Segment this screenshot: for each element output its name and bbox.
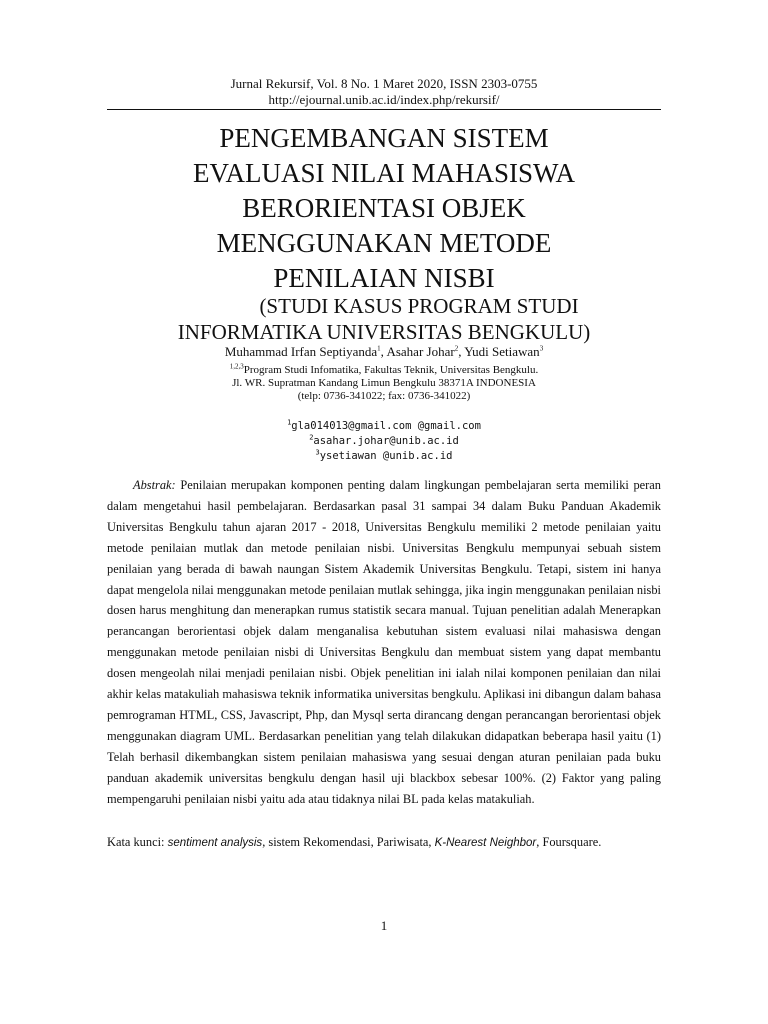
email-sup: 3: [315, 448, 320, 457]
author-sup: 3: [539, 344, 544, 353]
title-line: BERORIENTASI OBJEK: [242, 193, 526, 223]
abstract-label: Abstrak:: [133, 478, 176, 492]
email-list: [0, 419, 768, 464]
author-list: Muhammad Irfan Septiyanda$^1$, Asahar Johar$^2$, Yudi Setiawan$^3$: [224, 344, 544, 359]
author-name: Yudi Setiawan: [464, 344, 540, 359]
header-divider: [107, 109, 661, 110]
keyword-term: sentiment analysis: [167, 837, 263, 849]
email-link[interactable]: asahar.johar@unib.ac.id: [313, 435, 459, 447]
affiliation: [0, 364, 768, 403]
keyword-text: , Foursquare.: [536, 835, 602, 849]
title-line: PENILAIAN NISBI: [273, 263, 495, 293]
email-link[interactable]: gla014013@gmail.com @gmail.com: [291, 420, 481, 432]
journal-url[interactable]: http://ejournal.unib.ac.id/index.php/rekursif/: [268, 92, 500, 107]
affiliation-line: Program Studi Infomatika, Fakultas Teknik, Universitas Bengkulu.: [243, 364, 539, 376]
title-line: EVALUASI NILAI MAHASISWA: [193, 158, 575, 188]
keywords-label: Kata kunci:: [107, 835, 165, 849]
paper-subtitle: [110, 293, 658, 345]
email-sup: 1: [287, 418, 292, 427]
title-line: PENGEMBANGAN SISTEM: [219, 123, 549, 153]
subtitle-line: INFORMATIKA UNIVERSITAS BENGKULU): [177, 320, 591, 344]
affiliation-line: Jl. WR. Supratman Kandang Limun Bengkulu 38371A INDONESIA: [232, 377, 536, 389]
email-link[interactable]: ysetiawan @unib.ac.id: [319, 450, 453, 462]
page-number: 1: [380, 918, 388, 933]
journal-header: [0, 76, 768, 108]
abstract-text: Penilaian merupakan komponen penting dalam lingkungan pembelajaran serta memiliki peran dalam mengetahui hasil pembelajaran. Berdasarkan pasal 31 sampai 34 dalam Buku Panduan Akademik Universitas Bengkulu tahun ajaran 2017 - 2018, Universitas Bengkulu memiliki 2 metode penilaian yaitu metode penilaian mutlak dan metode penilaian nisbi. Universitas Bengkulu mempunyai sebuah sistem penilaian yang berada di bawah naungan Sistem Akademik Universitas Bengkulu. Tetapi, sistem ini hanya dapat mengelola nilai menggunakan metode penilaian mutlak sehingga, jika ingin menggunakan penilaian nisbi dosen harus menghitung dan menerapkan rumus statistik secara manual. Tujuan penelitian adalah Menerapkan perancangan berorientasi objek dalam menganalisa kebutuhan sistem evaluasi nilai mahasiswa dengan menggunakan metode penilaian nisbi di Universitas Bengkulu dan membuat sistem yang dapat membantu dosen mengeolah nilai menjadi penilaian nisbi. Objek penelitian ini ialah nilai komponen penilaian dan nilai akhir kelas matakuliah mahasiswa teknik informatika universitas bengkulu. Aplikasi ini dibangun dalam bahasa pemrograman HTML, CSS, Javascript, Php, dan Mysql serta dirancang dengan perancangan berorientasi objek menggunakan diagram UML. Berdasarkan penelitian yang telah dilakukan didapatkan beberapa hasil yaitu (1) Telah berhasil dikembangkan sistem penilaian mahasiswa yang sesuai dengan aturan penilaian pada buku panduan akademik universitas bengkulu dengan hasil uji blackbox sebesar 100%. (2) Faktor yang paling mempengaruhi penilaian nisbi yaitu ada atau tidaknya nilai BL pada kelas matakuliah.: [107, 478, 661, 806]
email-sup: 2: [309, 433, 314, 442]
affiliation-line: (telp: 0736-341022; fax: 0736-341022): [297, 390, 471, 402]
keyword-text: , sistem Rekomendasi, Pariwisata,: [262, 835, 435, 849]
paper-title: [110, 121, 658, 296]
keyword-term: K-Nearest Neighbor: [434, 837, 537, 849]
title-line: MENGGUNAKAN METODE: [216, 228, 552, 258]
author-sup: 2: [454, 344, 459, 353]
subtitle-line: (STUDI KASUS PROGRAM STUDI: [259, 294, 579, 318]
author-sup: 1: [377, 344, 381, 353]
keywords: [107, 833, 667, 852]
journal-citation: Jurnal Rekursif, Vol. 8 No. 1 Maret 2020, ISSN 2303-0755: [230, 76, 538, 91]
author-name: Asahar Johar: [386, 344, 455, 359]
author-name: Muhammad Irfan Septiyanda: [224, 344, 378, 359]
affiliation-sup: 1,2,3: [229, 362, 244, 371]
abstract: [107, 475, 661, 810]
